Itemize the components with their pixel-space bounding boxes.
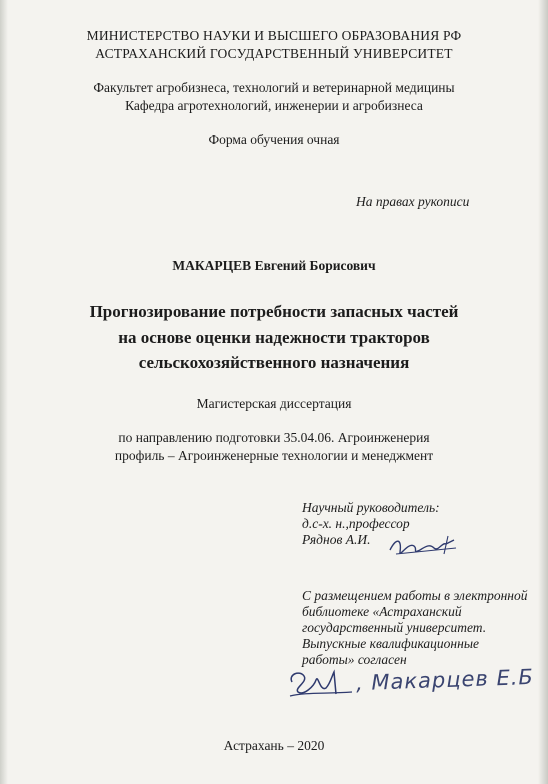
handwritten-student-name: , Макарцев Е.Б	[355, 664, 535, 696]
thesis-title-line-1: Прогнозирование потребности запасных частей	[89, 302, 459, 321]
supervisor-role: Научный руководитель:	[302, 500, 440, 515]
consent-line-5: работы» согласен	[302, 652, 407, 667]
study-profile: профиль – Агроинженерные технологии и менеджмент	[114, 448, 434, 463]
consent-line-1: С размещением работы в электронной	[302, 588, 528, 603]
manuscript-note: На правах рукописи	[356, 194, 470, 209]
study-form: Форма обучения очная	[208, 132, 340, 147]
author-name: МАКАРЦЕВ Евгений Борисович	[172, 258, 376, 273]
supervisor-name: Ряднов А.И.	[302, 532, 371, 547]
page-edge-right	[538, 0, 548, 784]
work-type: Магистерская диссертация	[196, 396, 352, 411]
supervisor-signature	[386, 532, 462, 562]
consent-line-4: Выпускные квалификационные	[302, 636, 479, 651]
university-line: АСТРАХАНСКИЙ ГОСУДАРСТВЕННЫЙ УНИВЕРСИТЕТ	[95, 46, 453, 61]
city-year: Астрахань – 2020	[223, 738, 325, 753]
page-edge-left	[0, 0, 8, 784]
department-line: Кафедра агротехнологий, инженерии и агробизнеса	[125, 98, 423, 113]
thesis-title-line-2: на основе оценки надежности тракторов	[118, 328, 430, 347]
study-direction: по направлению подготовки 35.04.06. Агроинженерия	[118, 430, 430, 445]
thesis-title-line-3: сельскохозяйственного назначения	[138, 353, 410, 372]
consent-line-2: библиотеке «Астраханский	[302, 604, 462, 619]
consent-line-3: государственный университет.	[302, 620, 487, 635]
supervisor-degree: д.с-х. н.,профессор	[302, 516, 410, 531]
faculty-line: Факультет агробизнеса, технологий и ветеринарной медицины	[93, 80, 455, 95]
ministry-line: МИНИСТЕРСТВО НАУКИ И ВЫСШЕГО ОБРАЗОВАНИЯ РФ	[86, 28, 462, 43]
student-signature	[286, 662, 356, 700]
